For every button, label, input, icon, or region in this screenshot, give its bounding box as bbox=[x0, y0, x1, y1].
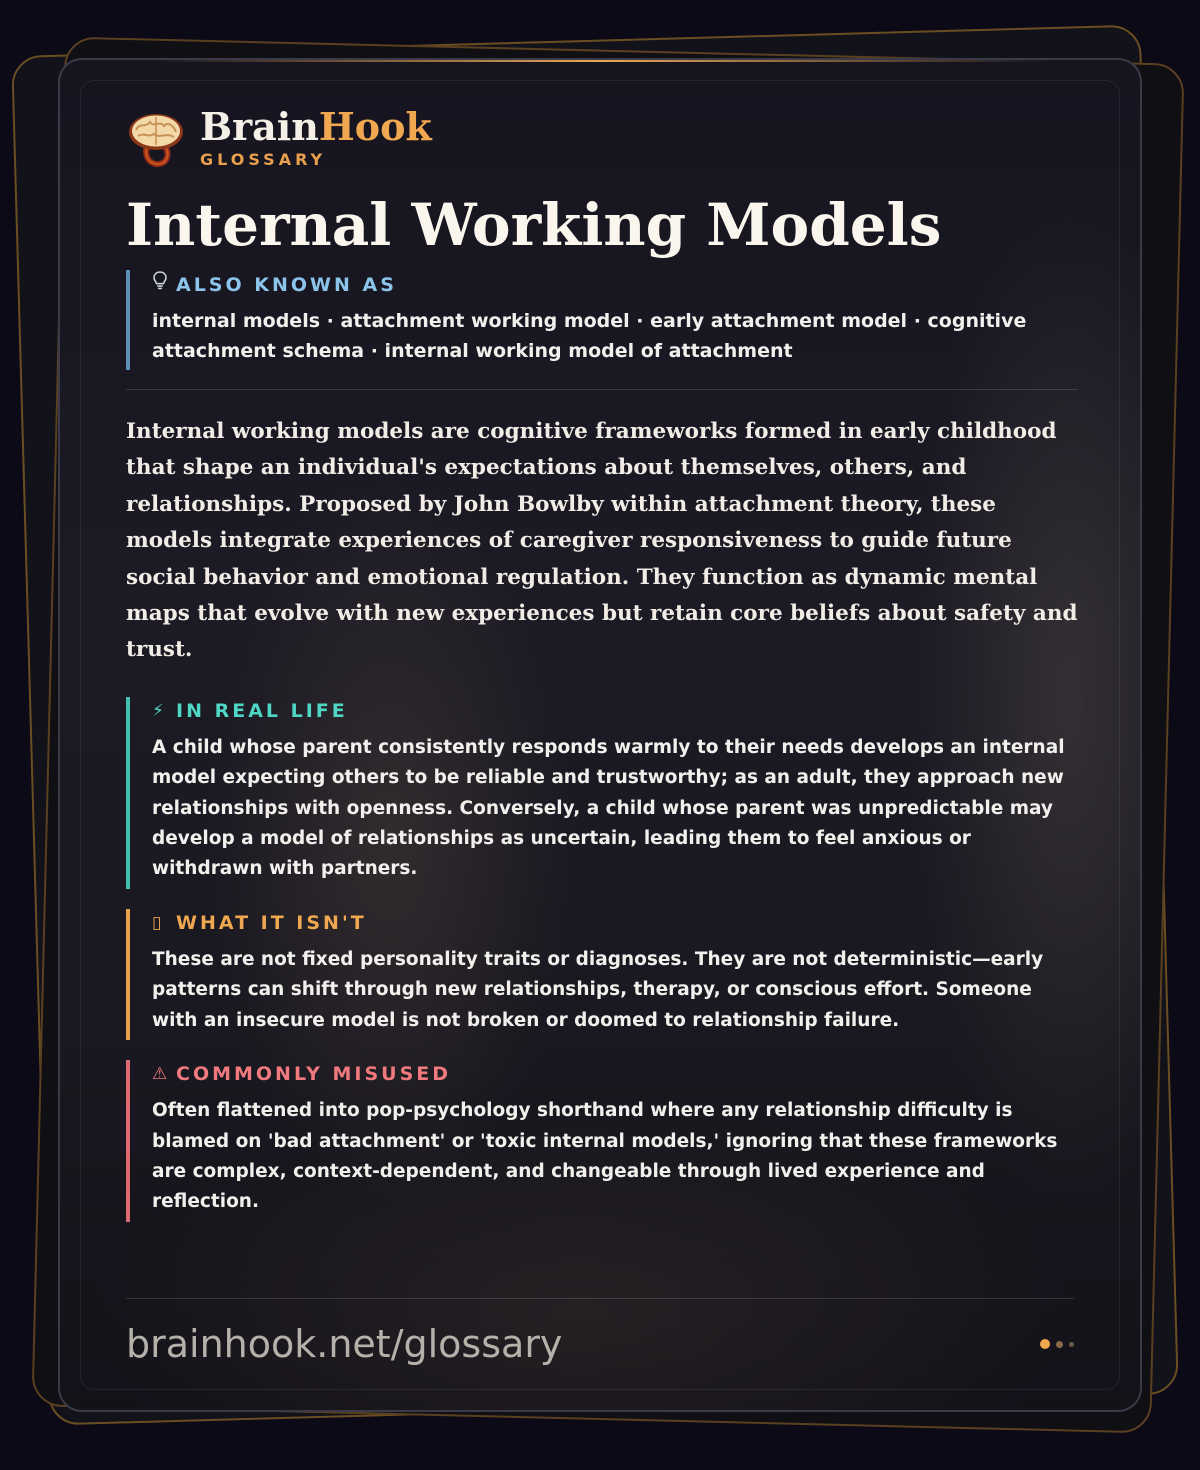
footer-url[interactable]: brainhook.net/glossary bbox=[126, 1322, 563, 1366]
also-known-as-label: ALSO KNOWN AS bbox=[176, 273, 397, 296]
also-known-as-section bbox=[126, 270, 1078, 370]
pagination-dots bbox=[1034, 1339, 1074, 1349]
commonly-misused-body: Often flattened into pop-psychology shorthand where any relationship difficulty is blamed on 'bad attachment' or 'toxic internal models,' ignoring that these frameworks are complex, context-dependent, and changeable through lived experience and reflection. bbox=[152, 1100, 1058, 1213]
term-title: Internal Working Models bbox=[126, 191, 942, 259]
warning-icon: ⚠ bbox=[152, 1064, 168, 1085]
what-it-isnt-section bbox=[126, 909, 1078, 1040]
in-real-life-label: IN REAL LIFE bbox=[176, 699, 348, 722]
what-it-isnt-body: These are not fixed personality traits or diagnoses. They are not deterministic—early patterns can shift through new relationships, therapy, or conscious effort. Someone with an insecure model is not broken or doomed to relationship failure. bbox=[152, 948, 1044, 1031]
what-it-isnt-heading bbox=[152, 909, 1078, 937]
brand-name bbox=[200, 104, 432, 149]
lightning-icon: ⚡ bbox=[152, 700, 164, 721]
commonly-misused-heading bbox=[152, 1060, 1078, 1088]
commonly-misused-section bbox=[126, 1060, 1078, 1222]
footer bbox=[126, 1298, 1074, 1388]
brand-header bbox=[126, 106, 1078, 170]
brand-name-part1: Brain bbox=[200, 104, 319, 149]
what-it-isnt-label: WHAT IT ISN'T bbox=[176, 911, 367, 934]
also-known-as-list: internal models · attachment working model · early attachment model · cognitive attachment schema · internal working model of attachment bbox=[152, 310, 1027, 362]
brain-hook-icon bbox=[126, 108, 186, 168]
in-real-life-body: A child whose parent consistently responds warmly to their needs develops an internal model expecting others to be reliable and trustworthy; as an adult, they approach new relationships with openness. Conversely, a child whose parent was unpredictable may develop a model of relationships as uncertain, leading them to feel anxious or withdrawn with partners. bbox=[152, 736, 1065, 880]
in-real-life-heading bbox=[152, 697, 1078, 725]
definition-text: Internal working models are cognitive frameworks formed in early childhood that shape an individual's expectations about themselves, others, and relationships. Proposed by John Bowlby within attachment theory, these models integrate experiences of caregiver responsiveness to guide future social behavior and emotional regulation. They function as dynamic mental maps that evolve with new experiences but retain core beliefs about safety and trust. bbox=[126, 419, 1078, 663]
dot bbox=[1069, 1342, 1074, 1347]
card-content bbox=[126, 106, 1078, 1222]
also-known-as-heading bbox=[152, 270, 1078, 299]
in-real-life-section bbox=[126, 697, 1078, 889]
dot bbox=[1056, 1341, 1063, 1348]
brand-name-part2: Hook bbox=[318, 104, 432, 149]
dot-active bbox=[1040, 1339, 1050, 1349]
brand-subtitle: GLOSSARY bbox=[200, 150, 327, 169]
commonly-misused-label: COMMONLY MISUSED bbox=[176, 1063, 452, 1086]
glossary-card bbox=[58, 58, 1142, 1412]
divider bbox=[126, 389, 1078, 390]
brand-text bbox=[200, 104, 432, 169]
lightbulb-icon bbox=[152, 270, 176, 299]
missing-glyph-icon: ▯ bbox=[152, 912, 162, 933]
